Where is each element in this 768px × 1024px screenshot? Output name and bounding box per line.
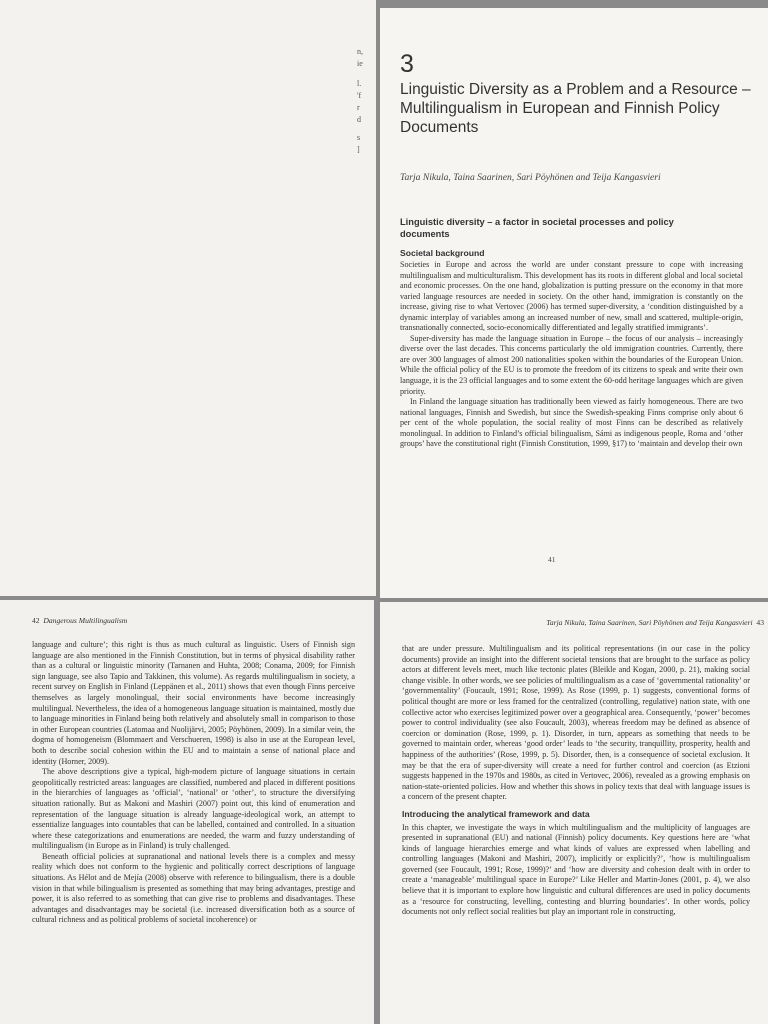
page-43 xyxy=(380,602,768,1024)
subsection-heading: Societal background xyxy=(400,248,485,258)
book-title: Dangerous Multilingualism xyxy=(43,616,128,625)
paragraph: language and culture’; this right is thus as much cultural as linguistic. Users of Finnish sign language are also mentioned in the Finnish Constitution, but in terms of physical disability rather than as a cultural or linguistic minority (Tarnanen and Huhta, 2008; Conama, 2009; for Finnish sign language, see also Tapio and Takkinen, this volume). As regards multilingualism in society, a recent survey on English in Finland (Leppänen et al., 2011) shows that even though Finns perceive themselves as largely monolingual, their social environments have become increasingly multilingual. Nevertheless, the idea of a homogeneous language situation is maintained, mostly due to language minorities in Finland being both relatively and absolutely small in comparison to those in other European countries (Latomaa and Nuolijärvi, 2005; Pöyhönen, 2009). In a similar vein, the dogma of homogeneism (Blommaert and Verschueren, 1998) is also in use at the European level, both to describe social cohesion within the EU and to maintain a sense of national place and identity (Horner, 2009). xyxy=(32,640,355,766)
page-42 xyxy=(0,600,374,1024)
page-number: 43 xyxy=(756,618,764,627)
paragraph: The above descriptions give a typical, high-modern picture of language situations in certain geopolitically restricted areas: languages are classified, numbered and placed in different positions in the hierarchies of languages as ‘official’, ‘national’ or ‘other’, to structure the diversifying situation rationally. But as Makoni and Mashiri (2007) point out, this kind of enumeration and representation of the language situation is already language-ideological work, an attempt to essentialize languages into countables that can be labelled, contained and controlled. In a situation where these categorizations and enumerations are needed, the warm and fuzzy understanding of multilingualism (in Europe as in Finland) is truly challenged. xyxy=(32,767,355,851)
page-number: 42 xyxy=(32,616,40,625)
margin-mark: ] xyxy=(357,145,360,154)
paragraph: that are under pressure. Multilingualism and its political representations (in our case in the policy documents) provide an insight into the different societal tensions that are brought to the surface as policy actors at different levels meet, much like tectonic plates (Bleikle and Kogan, 2000, p. 21), making social change visible. In other words, we see policies of multilingualism as a case of ‘governmental rationality’ or ‘governmentality’ (Foucault, 1991; Rose, 1999). As Rose (1999, p. 1) suggests, conventional forms of political thought are more or less framed for the centralized (controlling, regulative) nation state, with one collective actor who exercises legitimized power over a geographical area. Consequently, ‘power’ becomes power to control individuality (see also Foucault, 2003), whereas freedom may be defined as absence of coercion or domination (Rose, 1999, p. 1). Disorder, in turn, appears as something that needs to be governed to maintain order, whereas ‘good order’ leads to ‘the security, tranquillity, prosperity, health and happiness of the authorities’ (Rose, 1999, p. 5). Disorder, then, is a consequence of societal exclusion. It may be that the era of super-diversity will create a need for further control and coercion (as Etzioni suggests happened in the 1970s and 1980s, as cited in Vertovec, 2006), revealed as a growing emphasis on nation-state-oriented policies. How and whether this shows in policy texts that deal with language issues is a concern of the present chapter. xyxy=(402,644,750,802)
margin-mark: 'f xyxy=(357,91,362,100)
margin-mark: r xyxy=(357,103,360,112)
chapter-authors: Tarja Nikula, Taina Saarinen, Sari Pöyhönen and Teija Kangasvieri xyxy=(400,172,661,183)
margin-mark: ie xyxy=(357,59,363,68)
page-body-text xyxy=(402,644,750,918)
section-heading: Linguistic diversity – a factor in societal processes and policy documents xyxy=(400,217,674,239)
running-head xyxy=(32,616,127,625)
running-head-authors: Tarja Nikula, Taina Saarinen, Sari Pöyhönen and Teija Kangasvieri xyxy=(546,618,753,627)
subsection-heading: Introducing the analytical framework and data xyxy=(402,808,590,819)
chapter-title: Linguistic Diversity as a Problem and a Resource – Multilingualism in European and Finnish Policy Documents xyxy=(400,81,751,136)
margin-mark: s xyxy=(357,133,361,142)
paragraph: Societies in Europe and across the world are under constant pressure to cope with increasing multilingualism and multiculturalism. This development has its roots in different global and local societal and economic processes. On the one hand, globalization is putting pressure on the economy in that more varied language resources are needed in society. On the other hand, immigration is constantly on the increase, giving rise to what Vertovec (2006) has termed super-diversity, a ‘condition distinguished by a dynamic interplay of variables among an increased number of new, small and scattered, multiple-origin, transnationally connected, socio-economically differentiated and legally stratified immigrants’. xyxy=(400,260,743,333)
paragraph: In Finland the language situation has traditionally been viewed as fairly homogeneous. There are two national languages, Finnish and Swedish, but since the Swedish-speaking Finns comprise only about 6 per cent of the whole population, the social reality of most Finns can be described as relatively monolingual. In addition to Finland’s official bilingualism, Sámi as indigenous people, Roma and ‘other groups’ have the constitutional right (Finnish Constitution, 1999, §17) to ‘maintain and develop their own xyxy=(400,397,743,449)
margin-mark: d xyxy=(357,115,361,124)
chapter-number: 3 xyxy=(400,50,414,78)
paragraph: Beneath official policies at supranational and national levels there is a complex and messy reality which does not conform to the hygienic and politically correct descriptions of language situations. As Hélot and de Mejía (2008) observe with reference to bilingualism, there is a double vision in that while bilingualism is presented as something that may bring advantages, prestige and power, it is also referred to as something that can give rise to problems and disadvantages. These advantages and disadvantages may be societal (i.e. increased diversification both as a source of cultural richness and as political problems of societal incoherence) or xyxy=(32,851,355,925)
running-head xyxy=(468,618,764,627)
paragraph: In this chapter, we investigate the ways in which multilingualism and the multiplicity of languages are presented in supranational (EU) and national (Finnish) policy documents. Key questions here are ‘what kinds of language hierarchies emerge and what kinds of values are expressed when labelling and controlling languages (Makoni and Mashiri, 2007), implicitly or explicitly?’, ‘how is multilingualism governed (see Foucault, 1991; Rose, 1999)?’ and ‘how are diversity and cohesion dealt with in order to create a ‘manageable’ multilingual space in Europe?’ Like Heller and Martin-Jones (2001, p. 4), we also believe that it is important to explore how linguistic and cultural differences are used in policy documents as a ‘resource for constructing, levelling, contesting and blurring boundaries’. In other words, policy documents not only reflect social realities but play an important role in constructing, xyxy=(402,822,750,917)
chapter-opening-page xyxy=(380,8,768,598)
margin-mark: l. xyxy=(357,79,362,88)
paragraph: Super-diversity has made the language situation in Europe – the focus of our analysis – increasingly diverse over the last decades. This concerns particularly the old immigration countries. Currently, there are over 300 languages of almost 200 nationalities spoken within the boundaries of the European Union. While the official policy of the EU is to promote the freedom of its citizens to speak and write their own language, it is the 23 official languages and to some extent the 60-odd heritage languages which are given priority. xyxy=(400,333,743,396)
page-body-text xyxy=(32,640,355,926)
blank-page xyxy=(0,0,376,596)
chapter-body-text xyxy=(400,260,743,450)
margin-mark: n, xyxy=(357,47,363,56)
page-number: 41 xyxy=(548,555,556,564)
